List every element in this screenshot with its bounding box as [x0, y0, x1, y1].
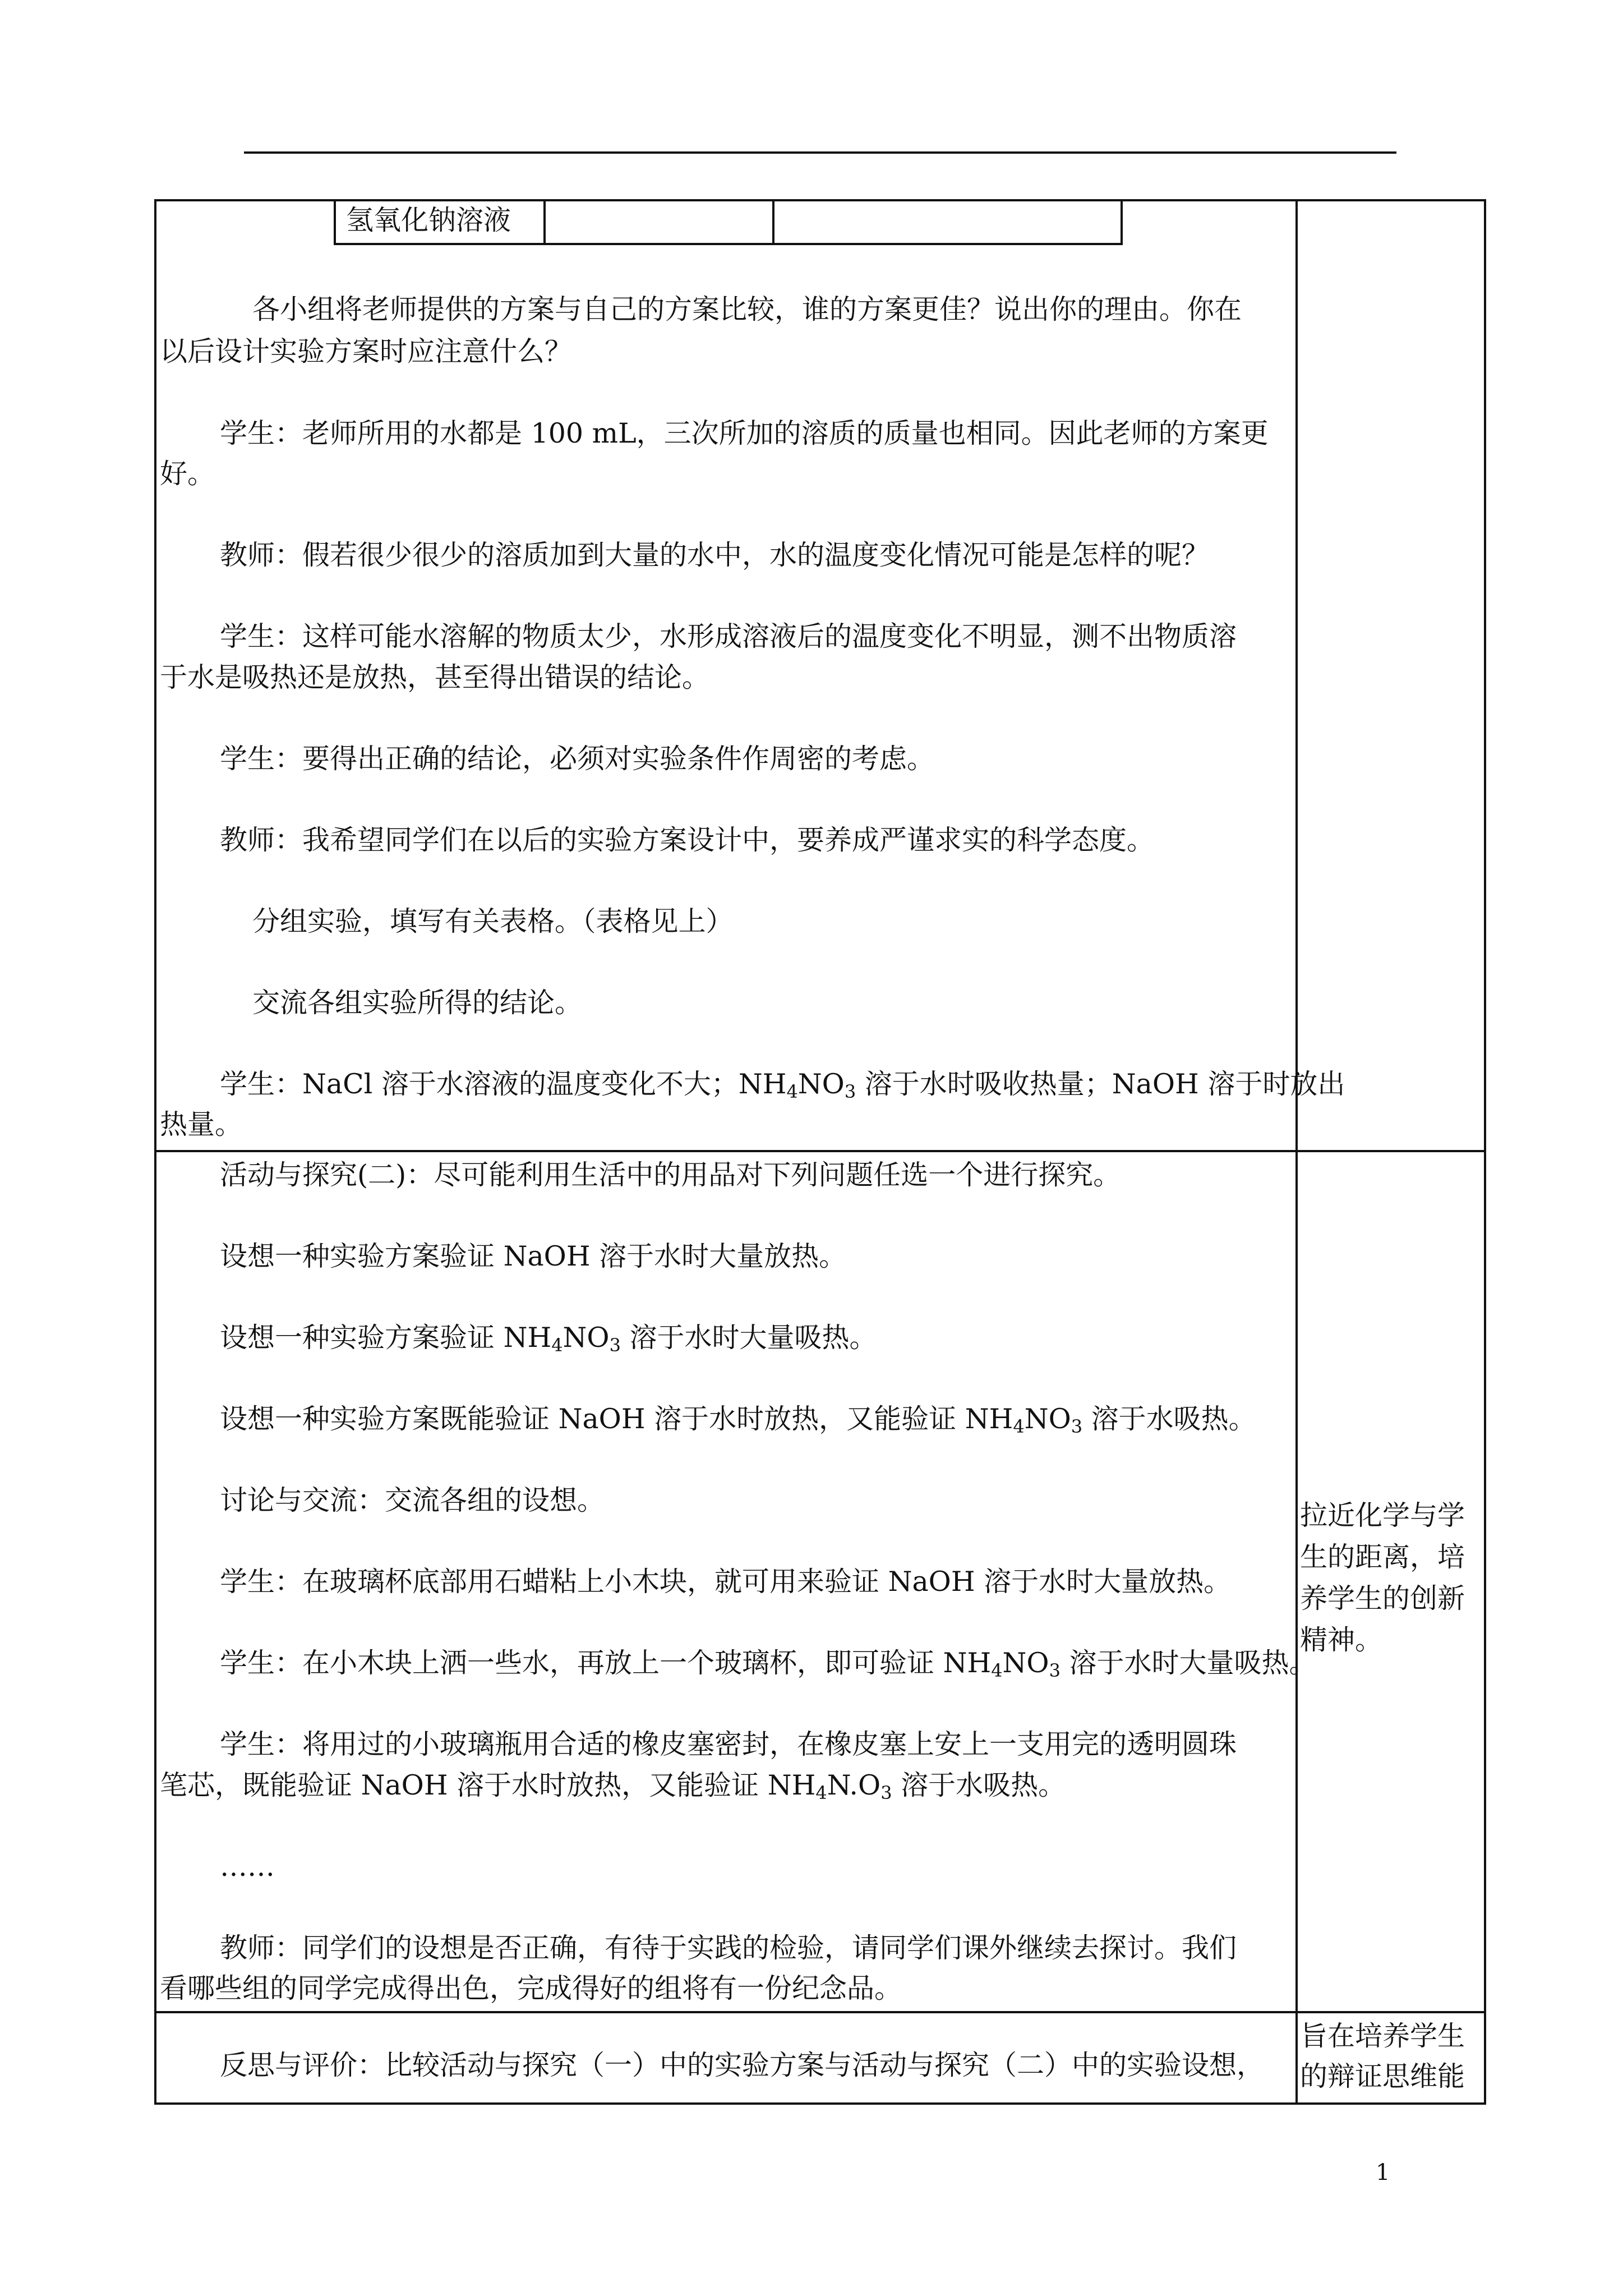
text-line: 活动与探究(二)：尽可能利用生活中的用品对下列问题任选一个进行探究。 — [220, 1159, 1121, 1191]
text-line: 学生：要得出正确的结论，必须对实验条件作周密的考虑。 — [220, 743, 935, 775]
text-line: 看哪些组的同学完成得出色，完成得好的组将有一份纪念品。 — [160, 1972, 902, 2004]
text-line: 设想一种实验方案既能验证 NaOH 溶于水时放热，又能验证 $NH_4NO_3$ 溶于水吸热。 — [220, 1403, 1256, 1437]
text-line: 学生：NaCl 溶于水溶液的温度变化不大；$NH_4NO_3$ 溶于水时吸收热量；NaOH 溶于时放出 — [220, 1068, 1345, 1102]
text-line: 教师：我希望同学们在以后的实验方案设计中，要养成严谨求实的科学态度。 — [220, 824, 1155, 856]
side-note-line: 拉近化学与学 — [1300, 1499, 1465, 1531]
side-note-line: 养学生的创新 — [1300, 1582, 1465, 1614]
page-number: 1 — [1376, 2160, 1390, 2185]
side-note-line: 生的距离，培 — [1300, 1541, 1465, 1573]
text-line: 学生：这样可能水溶解的物质太少，水形成溶液后的温度变化不明显，测不出物质溶 — [220, 620, 1237, 652]
text-line: 设想一种实验方案验证 NaOH 溶于水时大量放热。 — [220, 1240, 847, 1272]
text-line: 于水是吸热还是放热，甚至得出错误的结论。 — [160, 661, 710, 693]
text-line: 以后设计实验方案时应注意什么？ — [160, 335, 573, 367]
side-note-line: 的辩证思维能 — [1300, 2060, 1465, 2092]
table-row-label: 氢氧化钠溶液 — [346, 204, 511, 236]
text-line: 学生：在小木块上洒一些水，再放上一个玻璃杯，即可验证 $NH_4NO_3$ 溶于水时大量吸热。 — [220, 1647, 1317, 1681]
ellipsis: …… — [220, 1851, 275, 1883]
side-note-line: 旨在培养学生 — [1300, 2020, 1465, 2052]
row-divider-1 — [154, 1150, 1486, 1152]
text-line: 学生：在玻璃杯底部用石蜡粘上小木块，就可用来验证 NaOH 溶于水时大量放热。 — [220, 1566, 1232, 1598]
text-line: 学生：将用过的小玻璃瓶用合适的橡皮塞密封，在橡皮塞上安上一支用完的透明圆珠 — [220, 1728, 1237, 1760]
text-line: 讨论与交流：交流各组的设想。 — [220, 1484, 605, 1516]
text-line: 教师：同学们的设想是否正确，有待于实践的检验，请同学们课外继续去探讨。我们 — [220, 1932, 1237, 1964]
text-line: 热量。 — [160, 1108, 243, 1140]
text-line: 反思与评价：比较活动与探究（一）中的实验方案与活动与探究（二）中的实验设想， — [220, 2049, 1265, 2081]
text-line: 好。 — [160, 458, 215, 490]
text-line: 各小组将老师提供的方案与自己的方案比较，谁的方案更佳？说出你的理由。你在 — [252, 293, 1242, 325]
text-line: 笔芯，既能验证 NaOH 溶于水时放热，又能验证 $NH_4N.O_3$ 溶于水吸热。 — [160, 1769, 1066, 1803]
text-line: 学生：老师所用的水都是 100 mL，三次所加的溶质的质量也相同。因此老师的方案更 — [220, 417, 1269, 449]
text-line: 教师：假若很少很少的溶质加到大量的水中，水的温度变化情况可能是怎样的呢？ — [220, 539, 1210, 571]
side-note-line: 精神。 — [1300, 1624, 1383, 1656]
row-divider-2 — [154, 2011, 1486, 2013]
header-rule — [244, 151, 1396, 154]
text-line: 设想一种实验方案验证 $NH_4NO_3$ 溶于水时大量吸热。 — [220, 1322, 877, 1356]
text-line: 交流各组实验所得的结论。 — [252, 987, 583, 1019]
result-table-fragment — [334, 199, 1123, 245]
text-line: 分组实验，填写有关表格。（表格见上） — [252, 905, 734, 937]
